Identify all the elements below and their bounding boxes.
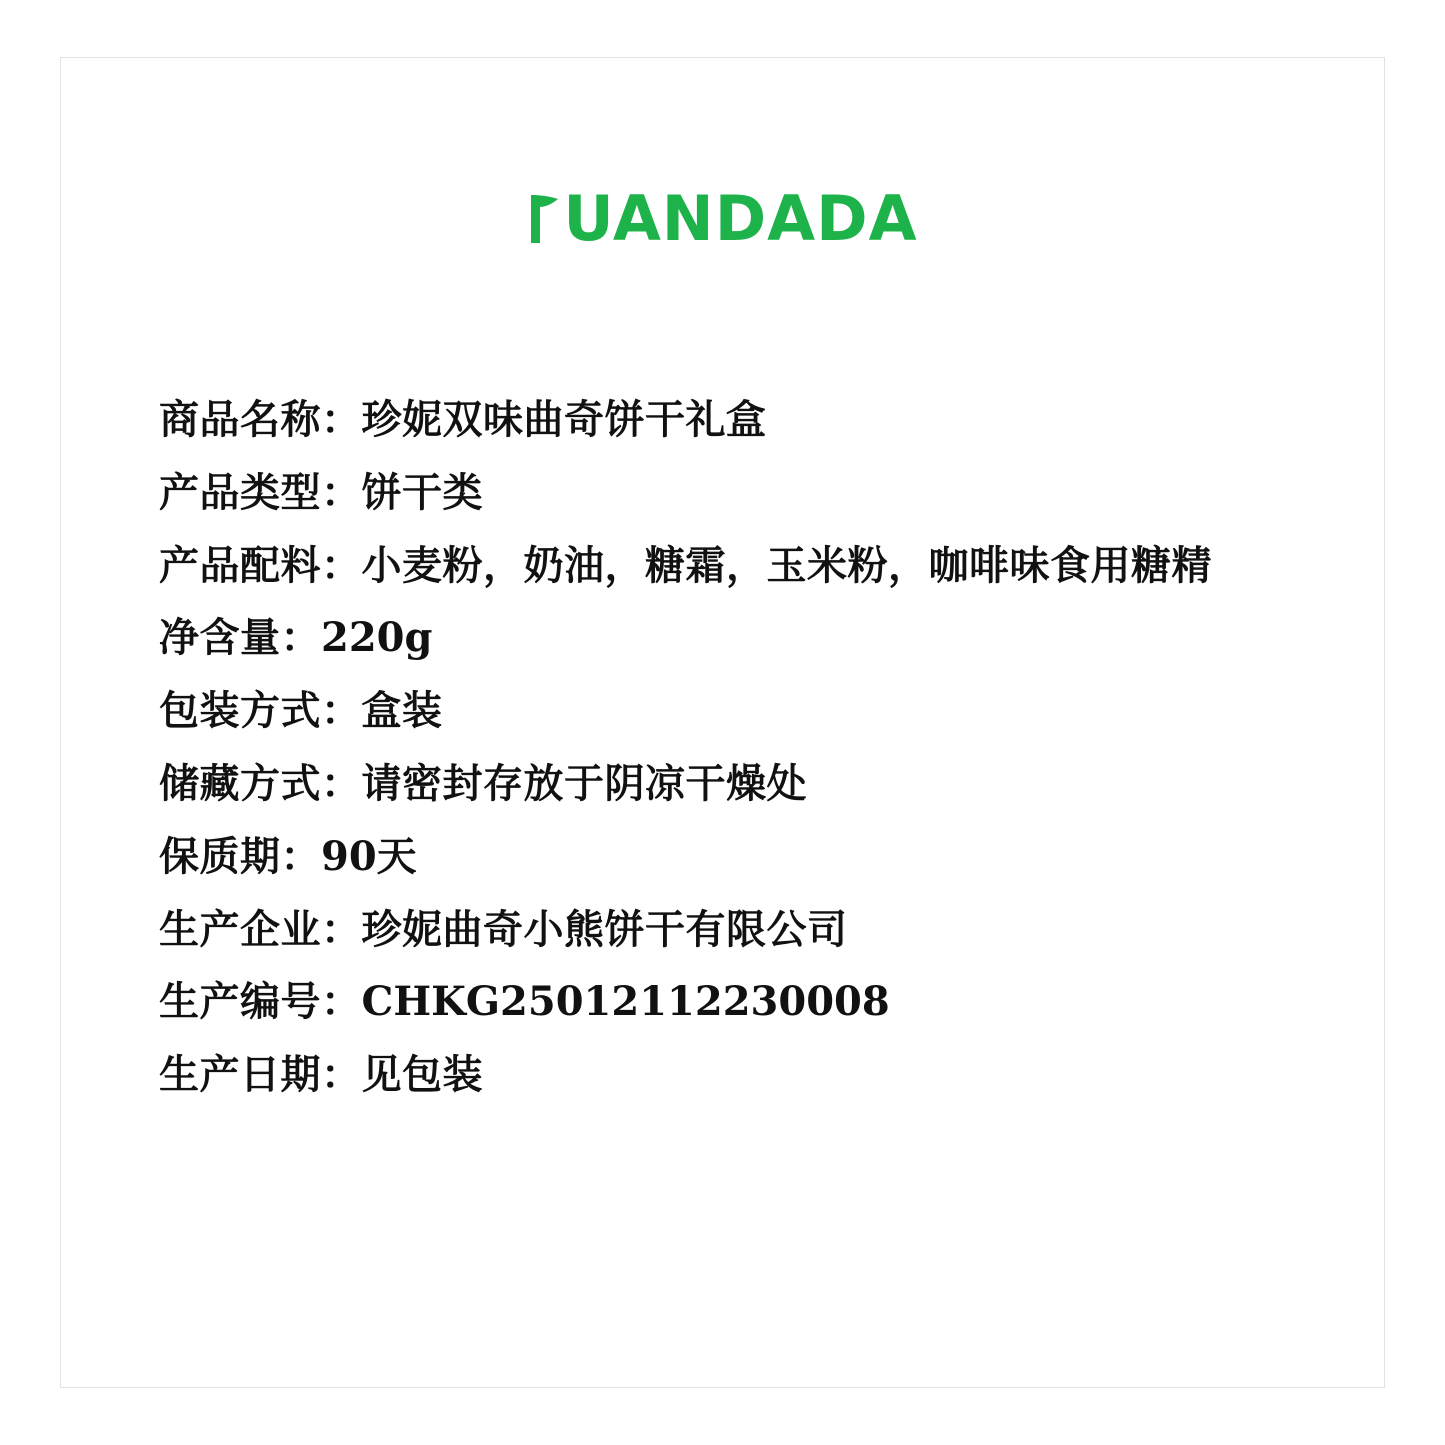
info-value: 220g xyxy=(321,614,433,662)
info-card xyxy=(60,57,1385,1388)
info-label: 保质期： xyxy=(159,834,321,879)
info-row xyxy=(159,606,1324,671)
info-value: 90天 xyxy=(321,832,417,880)
info-label: 生产编号： xyxy=(159,980,362,1025)
info-value: 盒装 xyxy=(361,689,443,734)
info-row xyxy=(159,679,1324,744)
info-label: 储藏方式： xyxy=(159,761,362,806)
info-value: 珍妮双味曲奇饼干礼盒 xyxy=(361,398,767,442)
brand-logo xyxy=(527,182,918,255)
info-value: 小麦粉，奶油，糖霜，玉米粉，咖啡味食用糖精 xyxy=(361,543,1212,588)
info-value: 珍妮曲奇小熊饼干有限公司 xyxy=(361,907,848,952)
info-row xyxy=(159,825,1324,890)
info-row xyxy=(159,1043,1324,1108)
info-row xyxy=(159,970,1324,1035)
info-label: 生产日期： xyxy=(159,1053,362,1098)
info-label: 净含量： xyxy=(159,616,321,661)
info-row xyxy=(159,461,1324,526)
brand-header xyxy=(61,182,1384,255)
info-value: 饼干类 xyxy=(361,470,483,515)
brand-name: UANDADA xyxy=(563,182,918,255)
info-row xyxy=(159,534,1324,599)
info-label: 生产企业： xyxy=(159,907,362,952)
info-row xyxy=(159,388,1324,453)
info-label: 商品名称： xyxy=(159,398,362,442)
info-value: 见包装 xyxy=(361,1053,483,1098)
info-label: 包装方式： xyxy=(159,689,362,734)
info-value: CHKG25012112230008 xyxy=(361,978,890,1026)
product-info-list xyxy=(159,388,1324,1116)
info-value: 请密封存放于阴凉干燥处 xyxy=(361,761,807,806)
tuandada-leaf-mark-icon xyxy=(527,191,561,247)
info-row xyxy=(159,752,1324,817)
info-label: 产品配料： xyxy=(159,543,362,588)
info-label: 产品类型： xyxy=(159,470,362,515)
info-row xyxy=(159,898,1324,963)
